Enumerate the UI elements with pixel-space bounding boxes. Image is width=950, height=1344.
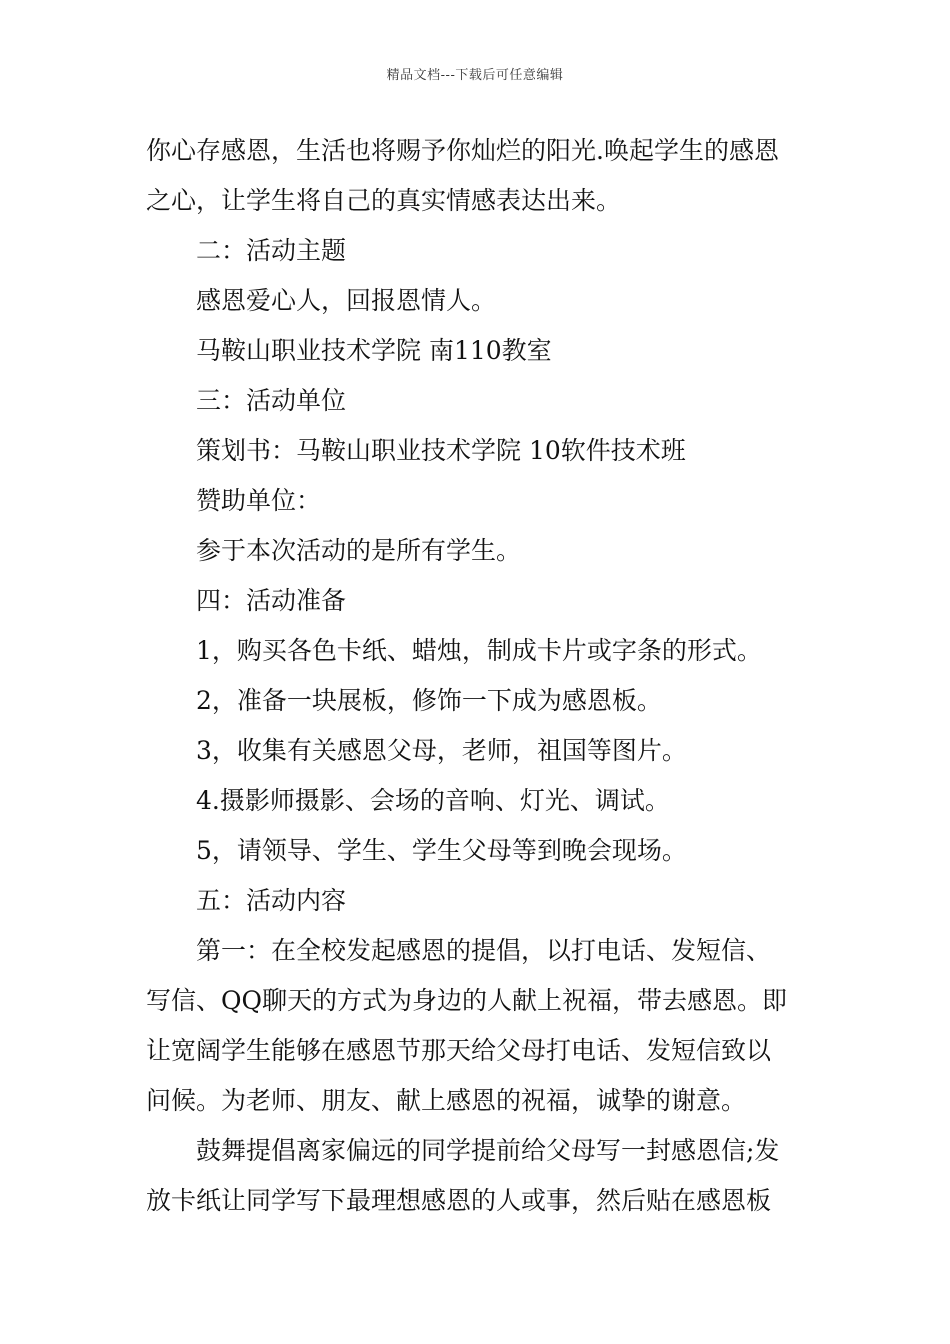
section-heading: 三：活动单位 — [196, 386, 347, 415]
text-line: 之心，让学生将自己的真实情感表达出来。 — [146, 186, 622, 215]
text-line: 你心存感恩，生活也将赐予你灿烂的阳光.唤起学生的感恩 — [146, 136, 779, 165]
text-line: 赞助单位： — [196, 486, 322, 515]
text-line: 策划书：马鞍山职业技术学院 10软件技术班 — [196, 436, 686, 465]
section-heading: 四：活动准备 — [196, 586, 347, 615]
text-line: 让宽阔学生能够在感恩节那天给父母打电话、发短信致以 — [146, 1036, 772, 1065]
page-header: 精品文档---下载后可任意编辑 — [386, 68, 564, 83]
text-line: 马鞍山职业技术学院 南110教室 — [196, 336, 552, 365]
list-item: 3，收集有关感恩父母，老师，祖国等图片。 — [196, 736, 687, 765]
text-line: 放卡纸让同学写下最理想感恩的人或事，然后贴在感恩板 — [146, 1186, 772, 1215]
list-item: 4.摄影师摄影、会场的音响、灯光、调试。 — [196, 786, 670, 815]
text-line: 第一：在全校发起感恩的提倡，以打电话、发短信、 — [196, 936, 772, 965]
text-line: 鼓舞提倡离家偏远的同学提前给父母写一封感恩信;发 — [196, 1136, 780, 1165]
list-item: 5，请领导、学生、学生父母等到晚会现场。 — [196, 836, 687, 865]
text-line: 问候。为老师、朋友、献上感恩的祝福，诚挚的谢意。 — [146, 1086, 747, 1115]
text-line: 参于本次活动的是所有学生。 — [196, 536, 522, 565]
text-line: 写信、QQ聊天的方式为身边的人献上祝福，带去感恩。即 — [146, 986, 787, 1015]
list-item: 2，准备一块展板，修饰一下成为感恩板。 — [196, 686, 662, 715]
section-heading: 五：活动内容 — [196, 886, 347, 915]
list-item: 1，购买各色卡纸、蜡烛，制成卡片或字条的形式。 — [196, 636, 762, 665]
section-heading: 二：活动主题 — [196, 236, 347, 265]
text-line: 感恩爱心人，回报恩情人。 — [196, 286, 497, 315]
document-body — [146, 126, 808, 1226]
